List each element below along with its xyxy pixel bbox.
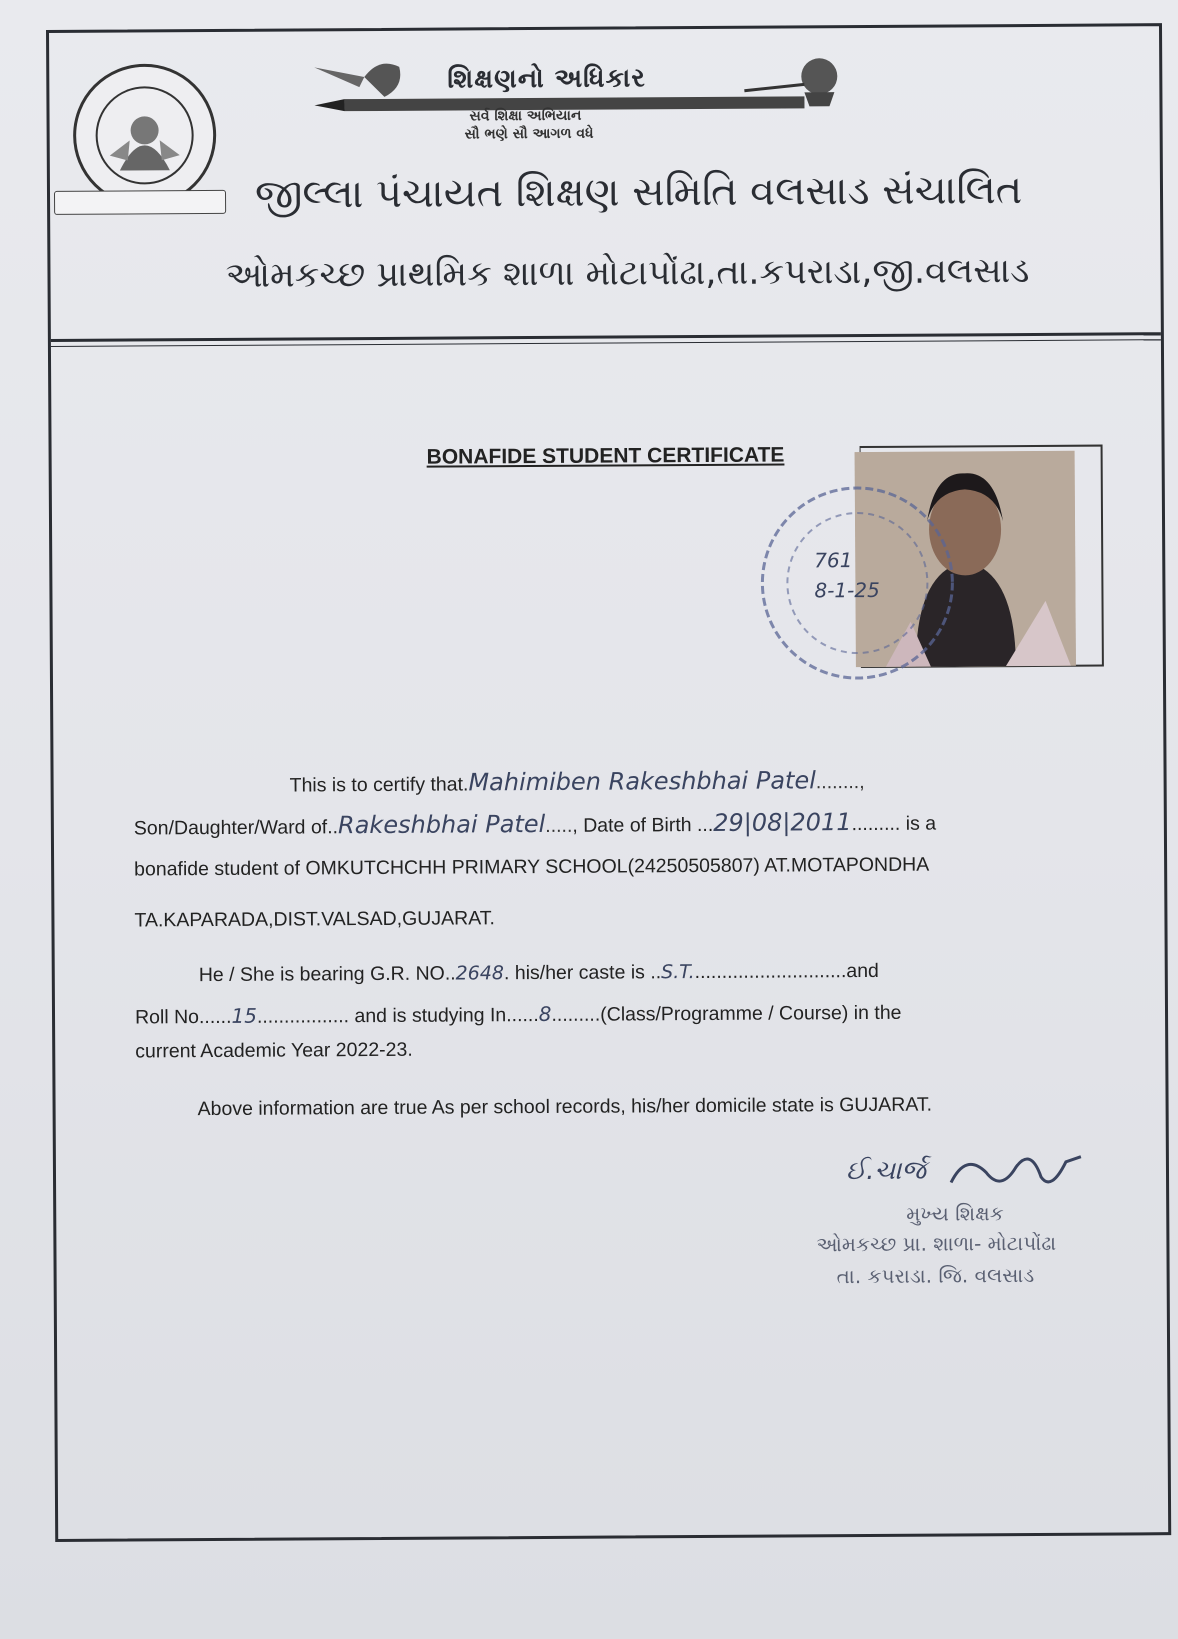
signature-block [816,1136,1117,1298]
certify-line: This is to certify that.Mahimiben Rakeshbhai Patel........, [289,766,865,797]
roll-line [135,1000,902,1030]
gr-number: 2648 [455,962,505,985]
gr-line [199,960,879,987]
ward-line: Son/Daughter/Ward of..Rakeshbhai Patel....., Date of Birth ...29|08|2011......... is a [133,808,937,840]
dob-label: , Date of Birth ... [572,813,714,837]
dob-suffix: ......... is a [851,812,937,836]
class-suffix: .........(Class/Programme / Course) in the [551,1001,902,1026]
caste-prefix: . his/her caste is .. [503,961,662,985]
certificate-frame [46,23,1171,1542]
roll-mid: ................. and is studying In...... [256,1004,539,1028]
seal-ribbon [54,190,226,215]
certificate-title: BONAFIDE STUDENT CERTIFICATE [426,443,785,469]
school-line-2: TA.KAPARADA,DIST.VALSAD,GUJARAT. [134,907,495,932]
header-line-1: જીલ્લા પંચાયત શિક્ષણ સમિતિ વલસાડ સંચાલિત [254,167,1023,218]
roll-prefix: Roll No...... [134,1005,232,1029]
certify-prefix: This is to certify that. [289,773,469,797]
caste-suffix: ............................and [694,959,879,984]
banner-title: શિક્ષણનો અધિકાર [447,63,646,95]
school-line-1: bonafide student of OMKUTCHCHH PRIMARY SCHOOL(24250505807) AT.MOTAPONDHA [134,853,930,881]
signatory-school: ઓમકચ્છ પ્રા. શાળા- મોટાપોંઢા [816,1230,1057,1257]
header-line-2: ઓમકચ્છ પ્રાથમિક શાળા મોટાપોંઢા,તા.કપરાડા,જી.વલસાડ [225,250,1030,296]
school-seal-logo [69,60,220,211]
stamp-date: 8-1-25 [814,577,880,603]
signatory-place: તા. કપરાડા. જિ. વલસાડ [836,1262,1035,1289]
roll-number: 15 [231,1003,258,1028]
domicile-line: Above information are true As per school records, his/her domicile state is GUJARAT. [197,1093,933,1121]
banner-subtitle-1: સર્વ શિક્ષા અભિયાન [469,107,582,125]
signature-scribble-icon [946,1147,1086,1198]
year-line: current Academic Year 2022-23. [135,1038,413,1063]
stamp-number: 761 [814,548,853,573]
class-value: 8 [538,1001,552,1027]
banner-subtitle-2: સૌ ભણે સૌ આગળ વધે [464,125,594,143]
parent-name: Rakeshbhai Patel [337,809,546,840]
caste-value: S.T. [661,961,695,984]
date-of-birth: 29|08|2011 [713,808,852,837]
student-name: Mahimiben Rakeshbhai Patel [468,766,816,797]
ward-prefix: Son/Daughter/Ward of.. [133,816,339,840]
signatory-role: મુખ્ય શિક્ષક [906,1201,1004,1226]
signature-mark: ઈ.ચાર્જ [845,1155,927,1187]
gr-prefix: He / She is bearing G.R. NO.. [198,962,456,987]
